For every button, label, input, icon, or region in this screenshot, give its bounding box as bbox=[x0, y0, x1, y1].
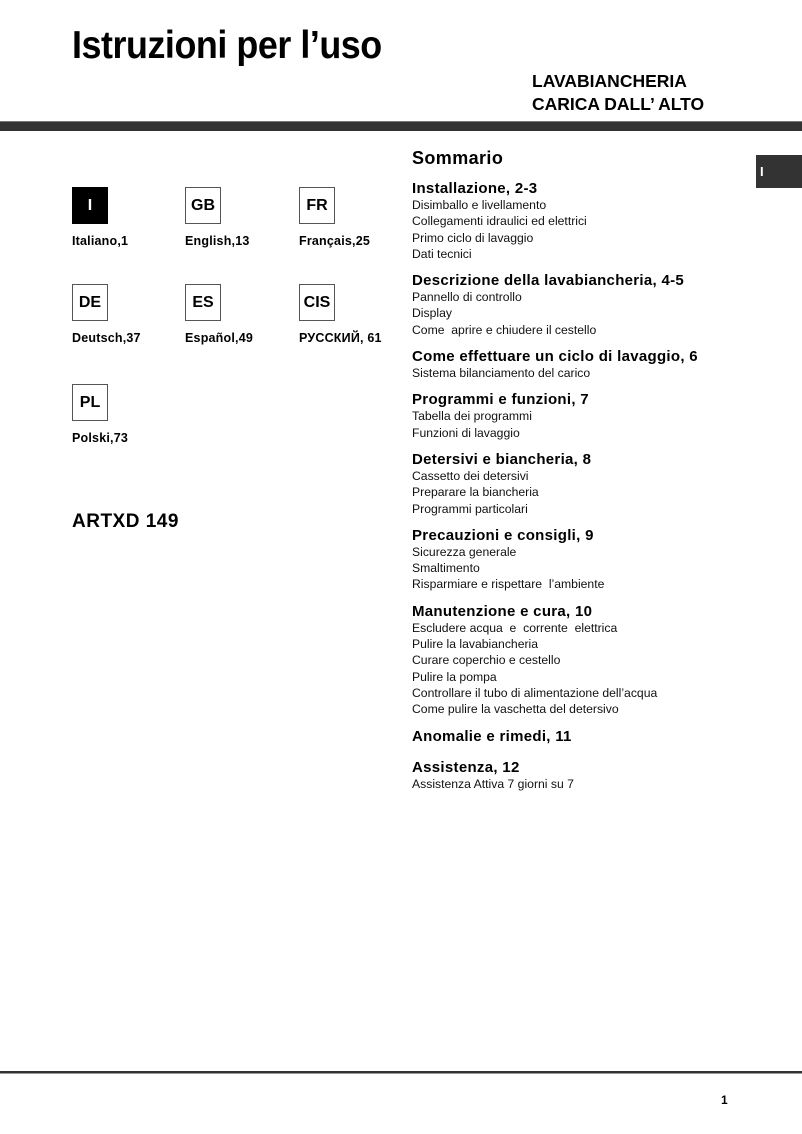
table-of-contents bbox=[412, 148, 752, 802]
product-type-line-2: CARICA DALL’ ALTO bbox=[532, 94, 705, 114]
language-label: Español,49 bbox=[185, 331, 253, 345]
header-divider bbox=[0, 121, 802, 131]
toc-item[interactable]: Risparmiare e rispettare l’ambiente bbox=[412, 577, 605, 592]
toc-item[interactable]: Assistenza Attiva 7 giorni su 7 bbox=[412, 776, 574, 791]
language-code-badge: GB bbox=[185, 187, 221, 224]
toc-item[interactable]: Curare coperchio e cestello bbox=[412, 653, 561, 668]
toc-section-title[interactable]: Programmi e funzioni, 7 bbox=[412, 391, 589, 409]
language-side-tab bbox=[756, 155, 802, 188]
toc-item[interactable]: Funzioni di lavaggio bbox=[412, 425, 520, 440]
toc-item[interactable]: Sistema bilanciamento del carico bbox=[412, 366, 591, 381]
side-tab-label: I bbox=[760, 164, 764, 179]
toc-section-descrizione bbox=[412, 272, 752, 338]
toc-section-precauzioni bbox=[412, 527, 752, 593]
toc-item[interactable]: Smaltimento bbox=[412, 561, 480, 576]
toc-item[interactable]: Pannello di controllo bbox=[412, 290, 522, 305]
footer-divider bbox=[0, 1071, 802, 1074]
language-label: Deutsch,37 bbox=[72, 331, 141, 345]
toc-item[interactable]: Preparare la biancheria bbox=[412, 485, 539, 500]
toc-item[interactable]: Pulire la lavabiancheria bbox=[412, 637, 539, 652]
toc-item[interactable]: Controllare il tubo di alimentazione dell’acqua bbox=[412, 685, 658, 700]
language-item-it[interactable] bbox=[72, 187, 182, 248]
model-number: ARTXD 149 bbox=[72, 511, 179, 532]
toc-item[interactable]: Primo ciclo di lavaggio bbox=[412, 230, 534, 245]
toc-item[interactable]: Pulire la pompa bbox=[412, 669, 497, 684]
toc-section-detersivi bbox=[412, 451, 752, 517]
language-code-badge: DE bbox=[72, 284, 108, 321]
language-label: English,13 bbox=[185, 234, 250, 248]
language-code-badge: FR bbox=[299, 187, 335, 224]
toc-section-title[interactable]: Assistenza, 12 bbox=[412, 758, 520, 776]
toc-item[interactable]: Cassetto dei detersivi bbox=[412, 468, 529, 483]
language-item-cis[interactable] bbox=[299, 284, 409, 345]
language-code-badge: I bbox=[72, 187, 108, 224]
toc-section-title[interactable]: Installazione, 2-3 bbox=[412, 180, 538, 197]
toc-section-title[interactable]: Anomalie e rimedi, 11 bbox=[412, 727, 572, 745]
language-item-gb[interactable] bbox=[185, 187, 295, 248]
language-label: РУССКИЙ, 61 bbox=[299, 331, 382, 345]
language-item-es[interactable] bbox=[185, 284, 295, 345]
toc-section-title[interactable]: Manutenzione e cura, 10 bbox=[412, 602, 593, 620]
toc-section-title[interactable]: Come effettuare un ciclo di lavaggio, 6 bbox=[412, 348, 698, 366]
language-label: Français,25 bbox=[299, 234, 370, 248]
language-item-de[interactable] bbox=[72, 284, 182, 345]
toc-item[interactable]: Disimballo e livellamento bbox=[412, 198, 547, 212]
product-type bbox=[532, 70, 704, 116]
toc-item[interactable]: Come aprire e chiudere il cestello bbox=[412, 322, 597, 337]
toc-section-anomalie bbox=[412, 728, 752, 745]
language-code-badge: PL bbox=[72, 384, 108, 421]
page-number: 1 bbox=[721, 1093, 728, 1107]
toc-item[interactable]: Come pulire la vaschetta del detersivo bbox=[412, 702, 619, 717]
toc-item[interactable]: Programmi particolari bbox=[412, 501, 528, 516]
language-label: Polski,73 bbox=[72, 431, 128, 445]
toc-section-installazione bbox=[412, 180, 752, 262]
toc-item[interactable]: Escludere acqua e corrente elettrica bbox=[412, 620, 618, 635]
toc-section-title[interactable]: Detersivi e biancheria, 8 bbox=[412, 450, 592, 468]
toc-section-title[interactable]: Descrizione della lavabiancheria, 4-5 bbox=[412, 272, 685, 290]
toc-item[interactable]: Dati tecnici bbox=[412, 246, 472, 261]
toc-section-title[interactable]: Precauzioni e consigli, 9 bbox=[412, 526, 594, 544]
language-item-fr[interactable] bbox=[299, 187, 409, 248]
language-code-badge: CIS bbox=[299, 284, 335, 321]
language-code-badge: ES bbox=[185, 284, 221, 321]
language-item-pl[interactable] bbox=[72, 384, 182, 445]
toc-item[interactable]: Sicurezza generale bbox=[412, 544, 517, 559]
toc-heading: Sommario bbox=[412, 148, 504, 168]
toc-item[interactable]: Display bbox=[412, 306, 452, 321]
product-type-line-1: LAVABIANCHERIA bbox=[532, 71, 687, 91]
toc-section-assistenza bbox=[412, 759, 752, 792]
toc-section-ciclo-lavaggio bbox=[412, 348, 752, 381]
toc-item[interactable]: Tabella dei programmi bbox=[412, 409, 532, 424]
toc-section-manutenzione bbox=[412, 603, 752, 718]
document-title: Istruzioni per l’uso bbox=[72, 24, 382, 67]
language-label: Italiano,1 bbox=[72, 234, 129, 248]
toc-section-programmi bbox=[412, 391, 752, 441]
toc-item[interactable]: Collegamenti idraulici ed elettrici bbox=[412, 214, 587, 229]
